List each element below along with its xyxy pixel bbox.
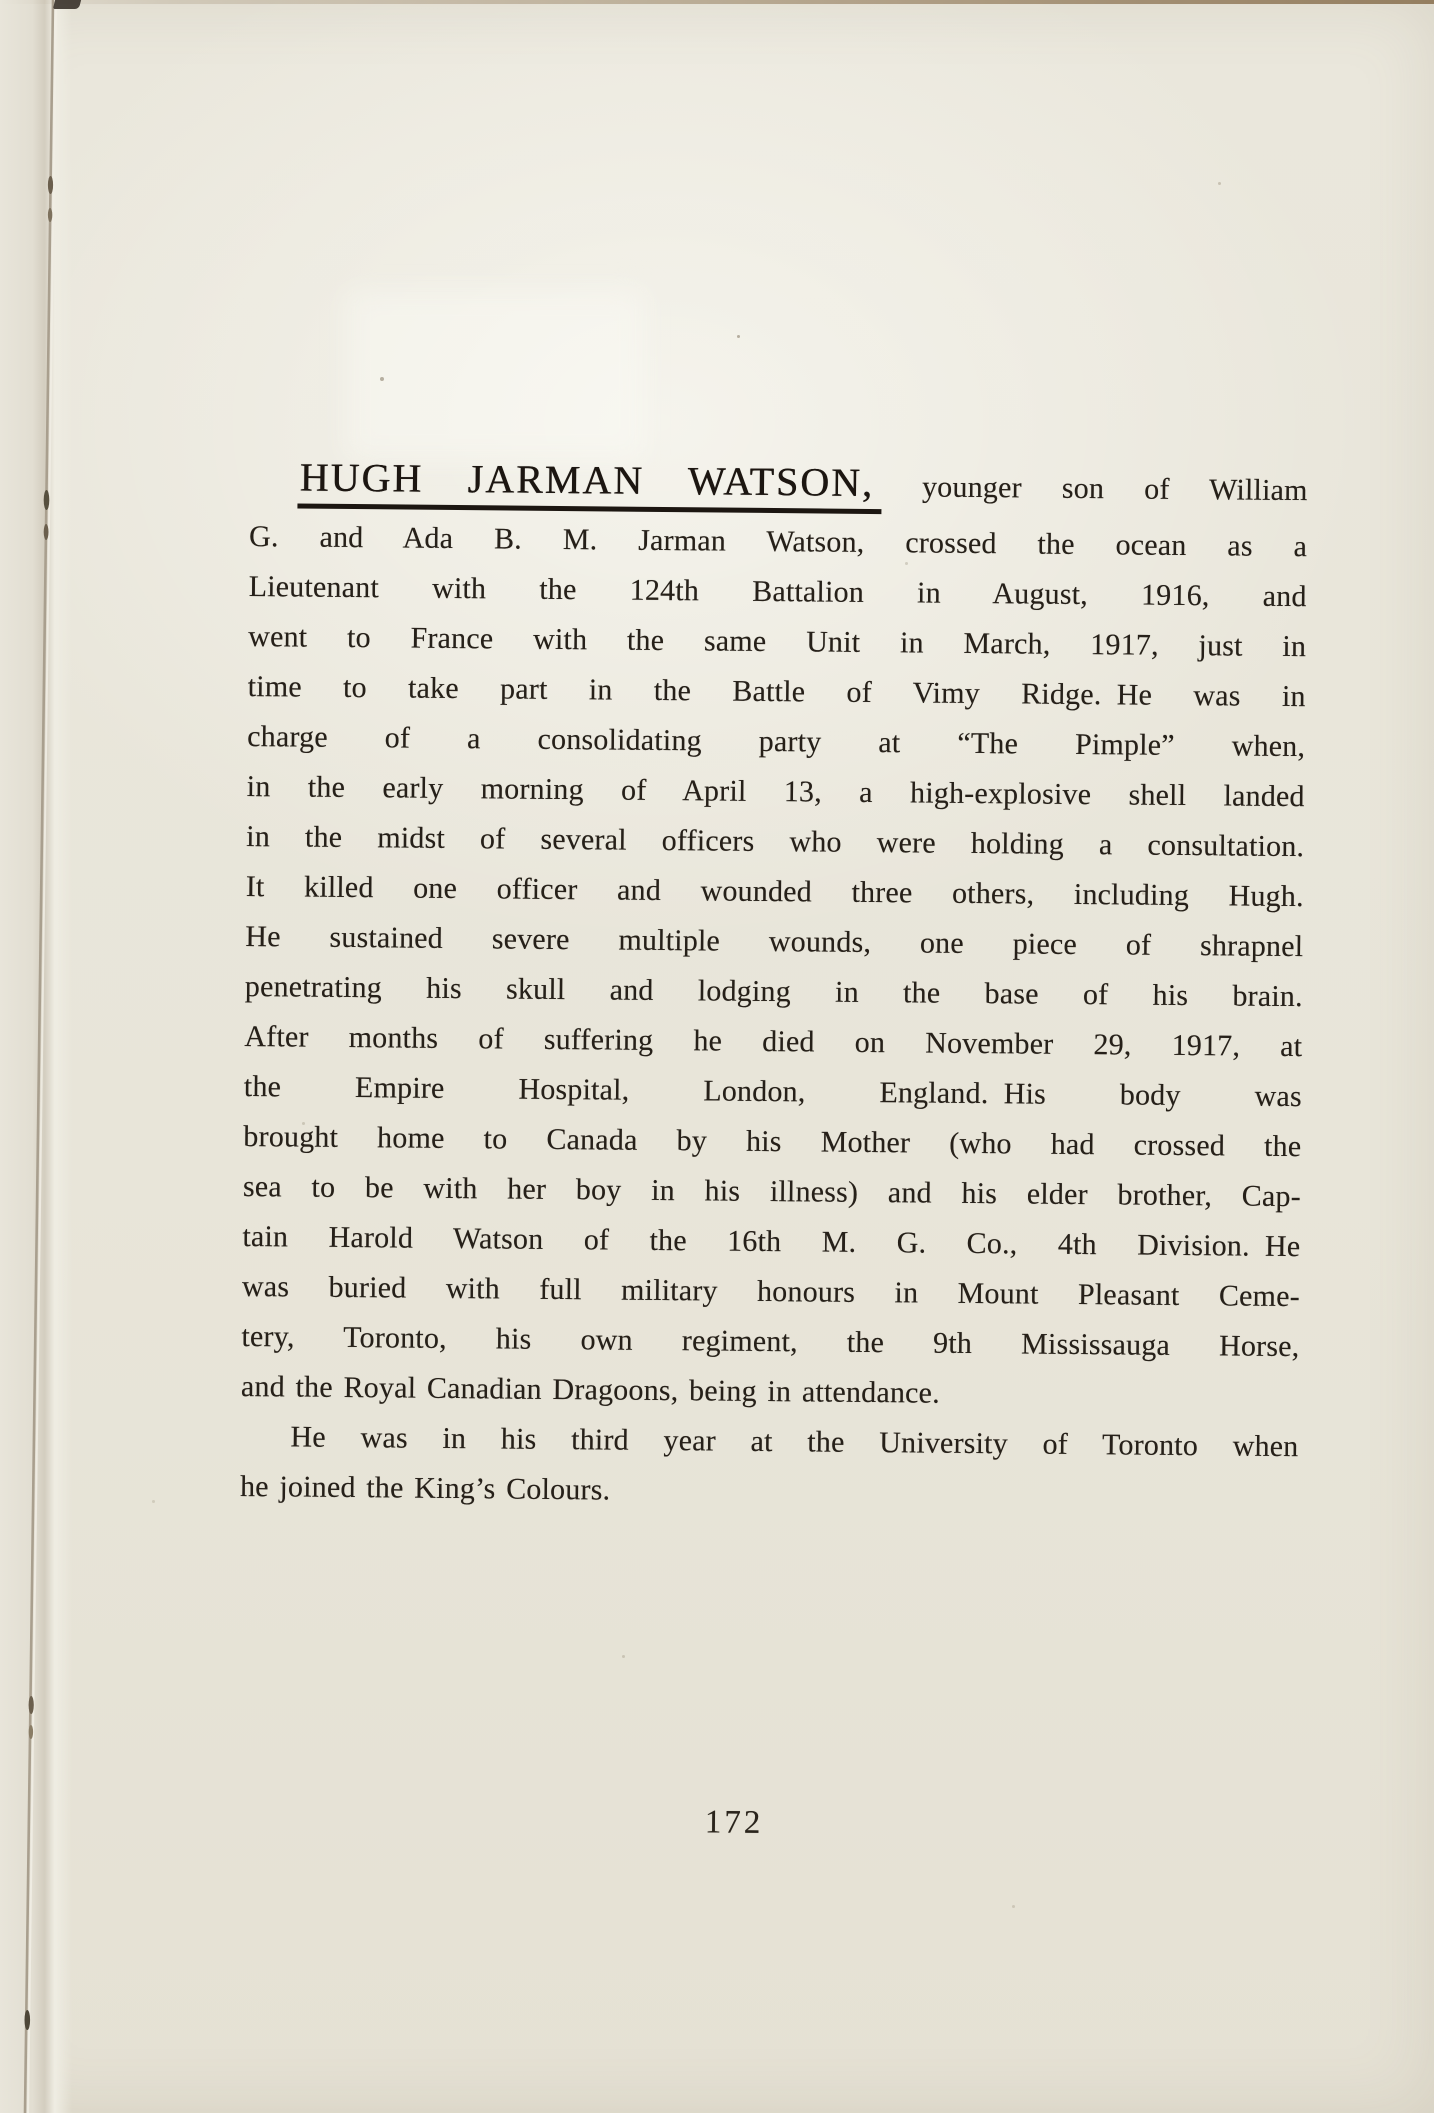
stitch-mark	[48, 176, 53, 194]
text-line: brought home to Canada by his Mother (who had crossed the	[243, 1119, 1302, 1164]
page-number: 172	[704, 1804, 764, 1841]
stitch-mark	[48, 208, 52, 222]
text-line: went to France with the same Unit in March, 1917, just in	[248, 619, 1307, 664]
binding-crease	[0, 0, 90, 2113]
text-line: was buried with full military honours in Mount Pleasant Ceme-	[241, 1269, 1301, 1314]
paragraph2-last-line: he joined the King’s Colours.	[239, 1469, 611, 1507]
text-line: charge of a consolidating party at “The Pimple” when,	[247, 719, 1306, 764]
text-line: After months of suffering he died on November 29, 1917, at	[244, 1019, 1303, 1064]
text-line: penetrating his skull and lodging in the base of his brain.	[244, 969, 1303, 1014]
text-line: It killed one officer and wounded three others, including Hugh.	[245, 869, 1304, 914]
corner-mark	[53, 0, 81, 9]
text-line: in the midst of several officers who were holding a consultation.	[246, 819, 1305, 864]
memorial-text-block	[235, 448, 1308, 1978]
page-top-edge	[0, 0, 1434, 4]
text-line: tain Harold Watson of the 16th M. G. Co., 4th Division. He	[242, 1219, 1301, 1264]
text-line: time to take part in the Battle of Vimy Ridge. He was in	[247, 669, 1306, 714]
stitch-mark	[29, 1725, 33, 1739]
paper-speck	[1218, 182, 1221, 185]
text-line: G. and Ada B. M. Jarman Watson, crossed the ocean as a	[248, 519, 1308, 564]
stitch-mark	[29, 1696, 34, 1714]
stitch-mark	[44, 524, 49, 540]
heading-rest-text: younger son of William	[921, 470, 1308, 508]
text-line: in the early morning of April 13, a high-explosive shell landed	[246, 769, 1305, 814]
stitch-mark	[44, 490, 50, 510]
paragraph-first-line	[249, 448, 1308, 522]
person-name-heading: HUGH JARMAN WATSON,	[297, 454, 882, 514]
paragraph-last-line: and the Royal Canadian Dragoons, being in attendance.	[240, 1369, 941, 1410]
text-line: tery, Toronto, his own regiment, the 9th Mississauga Horse,	[241, 1319, 1300, 1364]
show-through-patch	[345, 290, 645, 460]
stitch-mark	[25, 2010, 31, 2030]
text-line: He sustained severe multiple wounds, one piece of shrapnel	[245, 919, 1304, 964]
paragraph2-first-line: He was in his third year at the University of Toronto when	[290, 1420, 1299, 1464]
paper-speck	[737, 335, 740, 338]
text-line: the Empire Hospital, London, England. His body was	[243, 1069, 1302, 1114]
text-line: sea to be with her boy in his illness) and his elder brother, Cap-	[242, 1169, 1302, 1214]
paper-speck	[380, 377, 384, 381]
text-line: Lieutenant with the 124th Battalion in August, 1916, and	[248, 569, 1307, 614]
paper-speck	[152, 1500, 155, 1503]
